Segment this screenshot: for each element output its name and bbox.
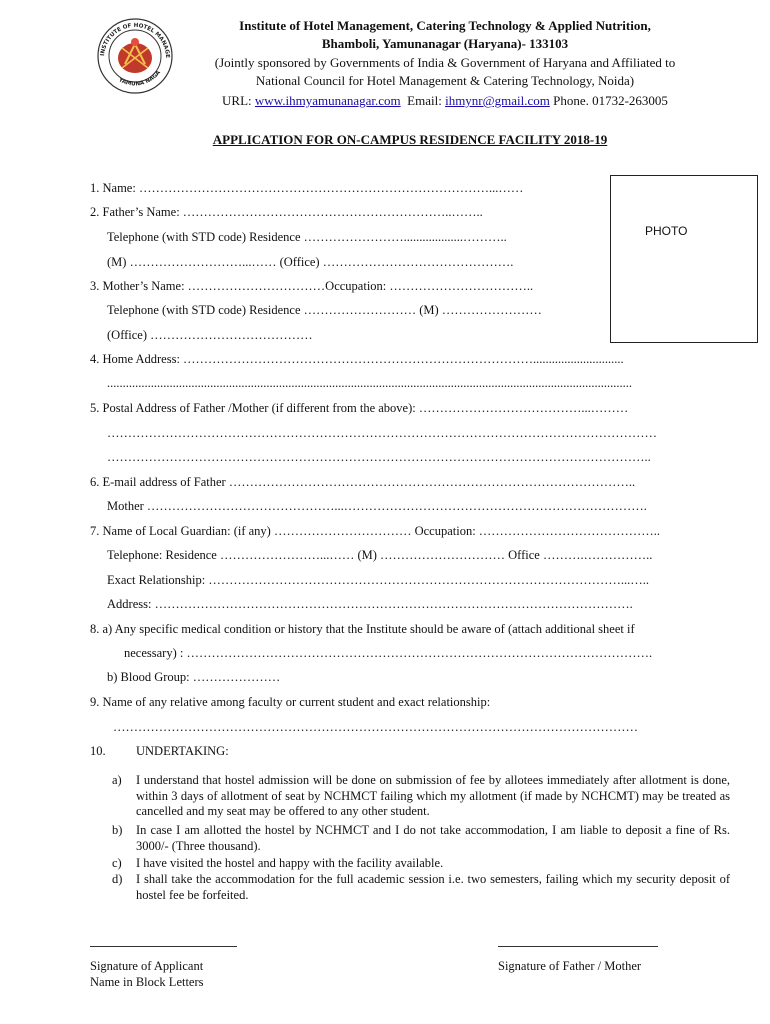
- applicant-signature-label: Signature of Applicant: [90, 959, 204, 973]
- url-label: URL:: [222, 93, 255, 108]
- logo-bottom-text: YAMUNA NAGA: [117, 69, 162, 88]
- field-home-address[interactable]: 4. Home Address: ………………………………………………………………………….............................: [90, 352, 624, 366]
- field-postal-address[interactable]: 5. Postal Address of Father /Mother (if different from the above): …………………………………...………: [90, 401, 629, 415]
- undertaking-item-a: I understand that hostel admission will be done on submission of fee by allotees immediately after allotment is done, within 3 days of allotment of seat by NCHMCT failing which my allotment (if made by NCHCMT) may be treated as cancelled and my seat may be offered to any other student.: [136, 773, 730, 818]
- phone-text: Phone. 01732-263005: [553, 93, 668, 108]
- field-medical-condition-detail[interactable]: necessary) : ………………………………………………………………………………………………….: [124, 646, 653, 660]
- field-father-telephone[interactable]: Telephone (with STD code) Residence ……………………...................………..: [107, 230, 507, 244]
- field-guardian-address[interactable]: Address: …………………………………………………………………………………………………….: [107, 597, 633, 611]
- field-local-guardian[interactable]: 7. Name of Local Guardian: (if any) …………………………… Occupation: ……………………………………..: [90, 524, 661, 538]
- undertaking-item-c: I have visited the hostel and happy with the facility available.: [136, 856, 444, 870]
- field-mother-telephone[interactable]: Telephone (with STD code) Residence ……………………… (M) ……………………: [107, 303, 542, 317]
- field-guardian-telephone[interactable]: Telephone: Residence ……………………...…… (M) ………………………… Office ……….……………..: [107, 548, 653, 562]
- field-name[interactable]: 1. Name: …………………………………………………………………………...……: [90, 181, 524, 195]
- photo-box[interactable]: [610, 175, 758, 343]
- logo-arc-text: INSTITUTE OF HOTEL MANAGE: [100, 22, 171, 59]
- field-guardian-relationship[interactable]: Exact Relationship: ………………………………………………………………………………………...…..: [107, 573, 649, 587]
- header-line-4: National Council for Hotel Management & Catering Technology, Noida): [255, 73, 635, 88]
- website-link[interactable]: www.ihmyamunanagar.com: [254, 93, 401, 108]
- field-mother-name[interactable]: 3. Mother’s Name: ……………………………Occupation: ……………………………..: [90, 279, 534, 293]
- undertaking-marker-d: d): [112, 872, 123, 886]
- photo-label: PHOTO: [645, 224, 688, 238]
- email-label: Email:: [407, 93, 446, 108]
- parent-signature-line[interactable]: [498, 946, 658, 947]
- undertaking-item-b: In case I am allotted the hostel by NCHMCT and I do not take accommodation, I am liable to deposit a fine of Rs. 3000/- (Three thousand).: [136, 823, 730, 853]
- block-letters-label: Name in Block Letters: [90, 975, 204, 989]
- header-line-2: Bhamboli, Yamunanagar (Haryana)- 133103: [321, 36, 569, 51]
- header-line-1: Institute of Hotel Management, Catering Technology & Applied Nutrition,: [239, 18, 651, 33]
- undertaking-item-d: I shall take the accommodation for the full academic session i.e. two semesters, failing which my security deposit of hostel fee be forfeited.: [136, 872, 730, 902]
- header-line-3: (Jointly sponsored by Governments of India & Government of Haryana and Affiliated to: [214, 55, 676, 70]
- field-postal-address-line-3[interactable]: …………………………………………………………………………………………………………………..: [107, 450, 651, 464]
- field-mother-office[interactable]: (Office) …………………………………: [107, 328, 313, 342]
- email-link[interactable]: ihmynr@gmail.com: [445, 93, 550, 108]
- applicant-signature-line[interactable]: [90, 946, 237, 947]
- form-title: APPLICATION FOR ON-CAMPUS RESIDENCE FACILITY 2018-19: [212, 132, 608, 147]
- field-email-mother[interactable]: Mother ………………………………………...……………………………………………………………….: [107, 499, 647, 513]
- undertaking-marker-a: a): [112, 773, 122, 787]
- header-contact-line: [170, 93, 720, 109]
- undertaking-heading: UNDERTAKING:: [136, 744, 229, 758]
- undertaking-number: 10.: [90, 744, 106, 758]
- institute-logo: [95, 14, 175, 100]
- field-relative-answer[interactable]: ………………………………………………………………………………………………………………: [113, 720, 638, 734]
- field-home-address-line-2[interactable]: ........................................................................................................................................................................: [107, 376, 632, 390]
- undertaking-marker-c: c): [112, 856, 122, 870]
- parent-signature-label: Signature of Father / Mother: [498, 959, 642, 973]
- field-email-father[interactable]: 6. E-mail address of Father ……………………………………………………………………………………..: [90, 475, 636, 489]
- field-blood-group[interactable]: b) Blood Group: …………………: [107, 670, 281, 684]
- undertaking-marker-b: b): [112, 823, 123, 837]
- field-father-name[interactable]: 2. Father’s Name: ………………………………………………………..……..: [90, 205, 483, 219]
- field-father-mobile-office[interactable]: (M) ………………………...…… (Office) ……………………………………….: [107, 255, 514, 269]
- field-postal-address-line-2[interactable]: ……………………………………………………………………………………………………………………: [107, 426, 657, 440]
- field-relative-question: 9. Name of any relative among faculty or current student and exact relationship:: [90, 695, 491, 709]
- field-medical-condition: 8. a) Any specific medical condition or history that the Institute should be aware of (attach additional sheet if: [90, 622, 635, 636]
